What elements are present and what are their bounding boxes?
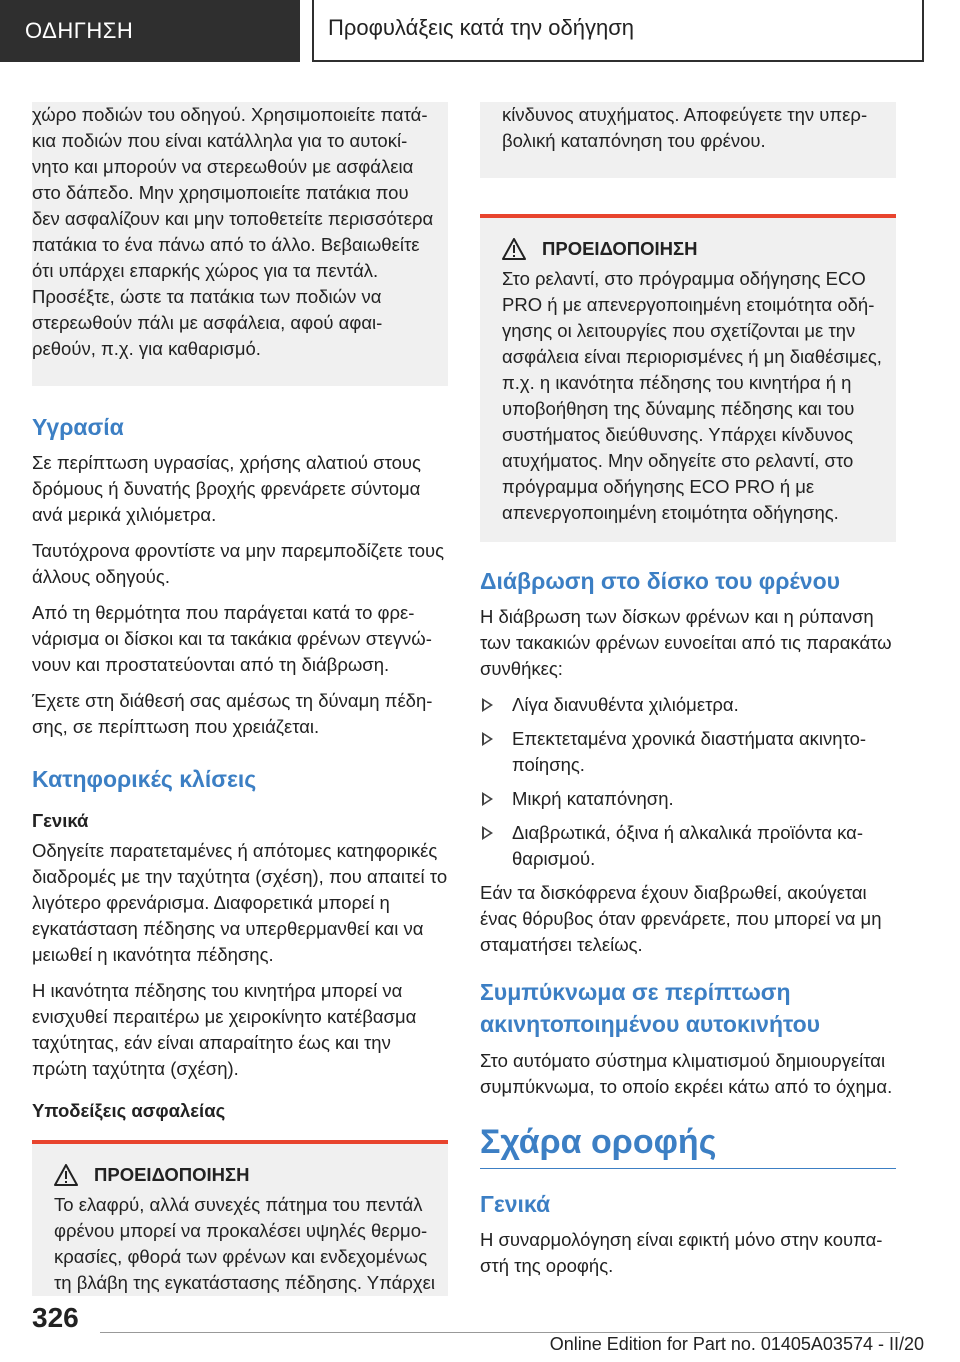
warning-box-right <box>480 214 896 542</box>
safety-notes-heading: Υποδείξεις ασφαλείας <box>32 1100 226 1121</box>
right-column <box>480 102 896 1289</box>
warning-text: Στο ρελαντί, στο πρόγραμμα οδήγησης ECO PRO ή με απενεργοποιημένη ετοιμότητα οδήγησης οι λειτουργίες που σχετίζονται με την ασφάλεια είναι περιορισμένες ή μη διαθέσιμες, π.χ. η ικανότητα πέδησης του κινητήρα ή η υποβοήθηση της δύναμης πέδησης και του συστήματος διεύθυνσης. Υπάρχει κίνδυνος ατυχήματος. Μην οδηγείτε στο ρελαντί, στο πρόγραμμα οδήγησης ECO PRO ή με απενεργοποιημένη ετοιμότητα οδήγησης. <box>502 268 882 523</box>
continued-note-box <box>32 102 448 386</box>
left-column <box>32 102 448 1296</box>
humidity-paragraph-1: Σε περίπτωση υγρασίας, χρήσης αλατιού στους δρόμους ή δυνατής βροχής φρενάρετε σύντομα ανά μερικά χιλιόμετρα. <box>32 452 421 525</box>
corrosion-paragraph-2: Εάν τα δισκόφρενα έχουν διαβρωθεί, ακούγεται ένας θόρυβος όταν φρενάρετε, που μπορεί να μη σταματήσει τελείως. <box>480 882 882 955</box>
warning-continued-text: κίνδυνος ατυχήματος. Αποφεύγετε την υπερβολική καταπόνηση του φρένου. <box>502 104 868 151</box>
warning-continued-box <box>480 102 896 178</box>
warning-text: Το ελαφρύ, αλλά συνεχές πάτημα του πεντάλ φρένου μπορεί να προκαλέσει υψηλές θερμοκρασίες, φθορά των φρένων και ενδεχομένως τη βλάβη της εγκατάστασης πέδησης. Υπάρχει <box>54 1194 435 1293</box>
triangle-bullet-icon <box>482 792 493 806</box>
corrosion-heading: Διάβρωση στο δίσκο του φρένου <box>480 568 841 594</box>
warning-title: ΠΡΟΕΙΔΟΠΟΙΗΣΗ <box>94 1164 250 1185</box>
warning-triangle-icon <box>502 238 526 260</box>
page-footer <box>0 1290 960 1362</box>
triangle-bullet-icon <box>482 826 493 840</box>
humidity-paragraph-4: Έχετε στη διάθεσή σας αμέσως τη δύναμη πέδησης, σε περίπτωση που χρειάζεται. <box>32 690 433 737</box>
list-item: Επεκτεταμένα χρονικά διαστήματα ακινητοποίησης. <box>480 726 896 778</box>
triangle-bullet-icon <box>482 732 493 746</box>
edition-text: Online Edition for Part no. 01405A03574 - II/20 <box>549 1334 924 1354</box>
chapter-title: Προφυλάξεις κατά την οδήγηση <box>312 0 924 62</box>
warning-triangle-icon <box>54 1164 78 1186</box>
condensation-heading: Συμπύκνωμα σε περίπτωση ακινητοποιημένου αυτοκινήτου <box>480 979 821 1037</box>
humidity-heading: Υγρασία <box>32 414 124 440</box>
intro-paragraph: χώρο ποδιών του οδηγού. Χρησιμοποιείτε πατάκια ποδιών που είναι κατάλληλα για το αυτοκίνητο και μπορούν να στερεωθούν με ασφάλεια στο δάπεδο. Μην χρησιμοποιείτε πατάκια που δεν ασφαλίζουν και μην τοποθετείτε περισσότερα πατάκια το ένα πάνω από το άλλο. Βεβαιωθείτε ότι υπάρχει επαρκής χώρος για τα πεντάλ. Προσέξτε, ώστε τα πατάκια των ποδιών να στερεωθούν πάλι με ασφάλεια, αφού αφαιρεθούν, π.χ. για καθαρισμό. <box>32 104 434 359</box>
downhill-paragraph-1: Οδηγείτε παρατεταμένες ή απότομες κατηφορικές διαδρομές με την ταχύτητα (σχέση), που απαιτεί το λιγότερο φρενάρισμα. Διαφορετικά μπορεί η εγκατάσταση πέδησης να υπερθερμανθεί και να μειωθεί η ικανότητα πέδησης. <box>32 840 448 965</box>
list-item: Διαβρωτικά, όξινα ή αλκαλικά προϊόντα καθαρισμού. <box>480 820 896 872</box>
warning-title-row <box>32 1164 448 1186</box>
condensation-paragraph: Στο αυτόματο σύστημα κλιματισμού δημιουργείται συμπύκνωμα, το οποίο εκρέει κάτω από το όχημα. <box>480 1050 893 1097</box>
page-header <box>0 0 960 62</box>
roof-rack-heading: Σχάρα οροφής <box>480 1120 896 1169</box>
warning-box-left <box>32 1140 448 1296</box>
list-item: Μικρή καταπόνηση. <box>480 786 896 812</box>
humidity-paragraph-3: Από τη θερμότητα που παράγεται κατά το φρενάρισμα οι δίσκοι και τα τακάκια φρένων στεγνώνουν και προστατεύονται από τη διάβρωση. <box>32 602 432 675</box>
downhill-heading: Κατηφορικές κλίσεις <box>32 766 257 792</box>
corrosion-conditions-list <box>480 692 896 872</box>
humidity-paragraph-2: Ταυτόχρονα φροντίστε να μην παρεμποδίζετε τους άλλους οδηγούς. <box>32 540 445 587</box>
downhill-general-heading: Γενικά <box>32 810 89 831</box>
section-title: ΟΔΗΓΗΣΗ <box>0 0 300 62</box>
roof-general-heading: Γενικά <box>480 1191 551 1217</box>
downhill-paragraph-2: Η ικανότητα πέδησης του κινητήρα μπορεί να ενισχυθεί περαιτέρω με χειροκίνητο κατέβασμα ταχύτητας, εάν είναι απαραίτητο έως και την πρώτη ταχύτητα (σχέση). <box>32 980 417 1079</box>
triangle-bullet-icon <box>482 698 493 712</box>
list-item: Λίγα διανυθέντα χιλιόμετρα. <box>480 692 896 718</box>
warning-title: ΠΡΟΕΙΔΟΠΟΙΗΣΗ <box>542 238 698 259</box>
page-number: 326 <box>32 1302 79 1333</box>
warning-title-row <box>480 238 896 260</box>
footer-divider <box>100 1332 900 1333</box>
corrosion-paragraph-1: Η διάβρωση των δίσκων φρένων και η ρύπανση των τακακιών φρένων ευνοείται από τις παρακάτω συνθήκες: <box>480 606 892 679</box>
roof-paragraph: Η συναρμολόγηση είναι εφικτή μόνο στην κουπαστή της οροφής. <box>480 1229 883 1276</box>
